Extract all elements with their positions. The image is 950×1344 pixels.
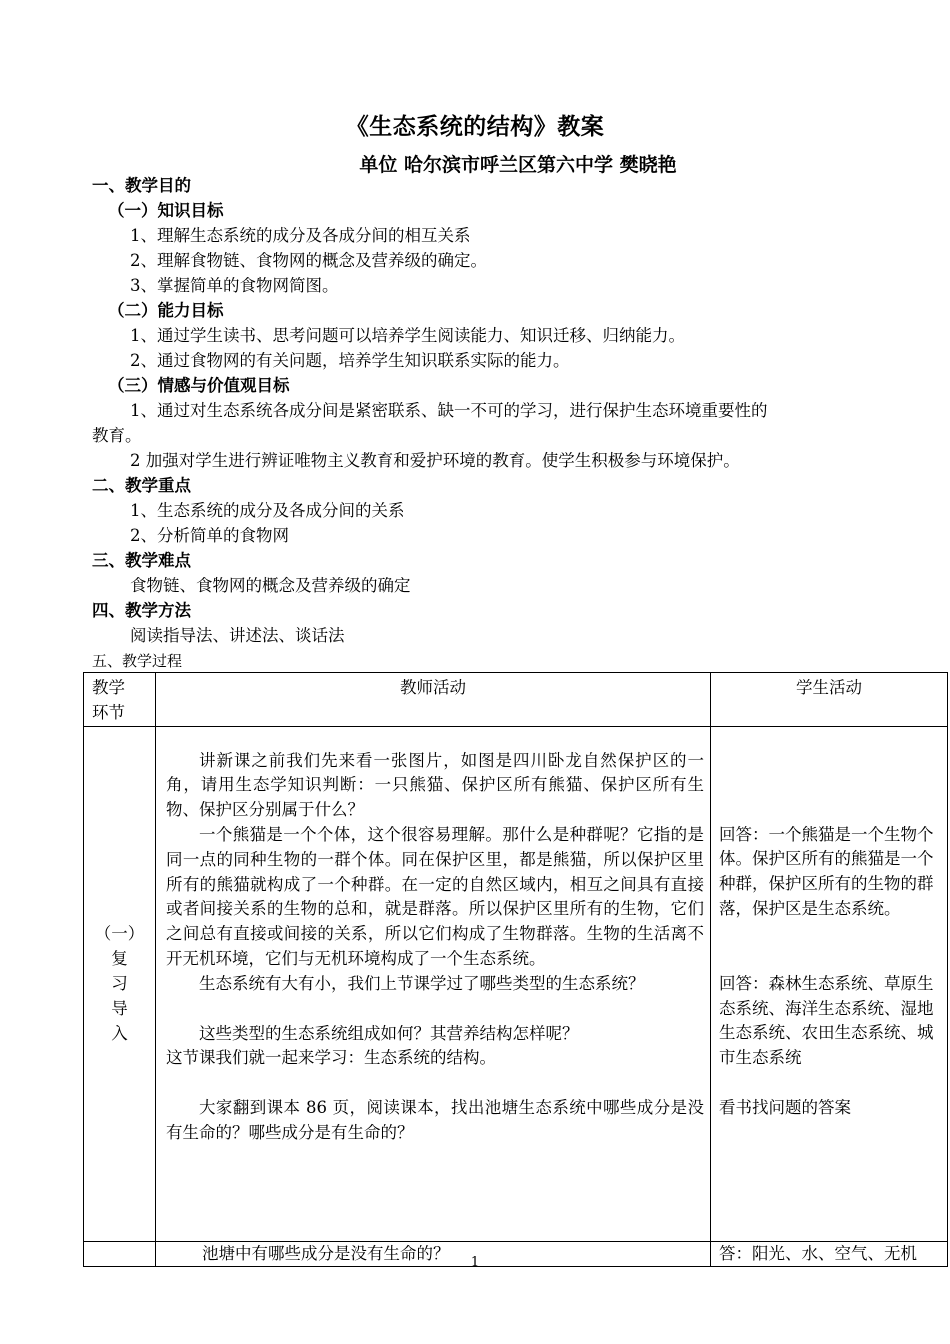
header-stage (84, 673, 156, 727)
teacher-paragraph: 大家翻到课本 86 页，阅读课本，找出池塘生态系统中哪些成分是没有生命的？哪些成分是有生命的？ (166, 1098, 704, 1142)
page-title: 《生态系统的结构》教案 (345, 113, 605, 140)
teacher-activity-cell (156, 726, 711, 1241)
values-item: 1、通过对生态系统各成分间是紧密联系、缺一不可的学习，进行保护生态环境重要性的 (130, 401, 768, 420)
values-item: 2 加强对学生进行辨证唯物主义教育和爱护环境的教育。使学生积极参与环境保护。 (130, 451, 740, 470)
subheading-ability: （二）能力目标 (108, 301, 224, 320)
section-heading-key-points: 二、教学重点 (92, 476, 191, 495)
header-teacher: 教师活动 (156, 673, 711, 727)
stage-text: 导 (111, 999, 128, 1019)
student-paragraph: 回答：一个熊猫是一个生物个体。保护区所有的熊猫是一个种群，保护区所有的生物的群落，保护区是生态系统。 (719, 824, 934, 918)
header-student: 学生活动 (711, 673, 948, 727)
section-heading-process: 五、教学过程 (92, 652, 183, 670)
subheading-knowledge: （一）知识目标 (108, 201, 224, 220)
section-heading-methods: 四、教学方法 (92, 601, 191, 620)
teacher-paragraph: 讲新课之前我们先来看一张图片，如图是四川卧龙自然保护区的一角，请用生态学知识判断：一只熊猫、保护区所有熊猫、保护区所有生物、保护区分别属于什么？ (166, 750, 704, 820)
values-item-continued: 教育。 (92, 426, 142, 445)
author-unit: 单位 哈尔滨市呼兰区第六中学 樊晓艳 (359, 154, 677, 176)
stage-cell (84, 726, 156, 1241)
header-stage-line: 环节 (92, 702, 125, 722)
header-stage-line: 教学 (92, 678, 125, 697)
ability-item: 2、通过食物网的有关问题，培养学生知识联系实际的能力。 (130, 351, 570, 370)
student-activity-cell: 答：阳光、水、空气、无机 (711, 1241, 948, 1267)
ability-item: 1、通过学生读书、思考问题可以培养学生阅读能力、知识迁移、归纳能力。 (130, 326, 685, 345)
teacher-paragraph: 这节课我们就一起来学习：生态系统的结构。 (166, 1048, 496, 1068)
student-paragraph: 看书找问题的答案 (719, 1097, 851, 1117)
page-number: 1 (470, 1255, 480, 1270)
key-point-item: 1、生态系统的成分及各成分间的关系 (130, 501, 405, 520)
table-row (84, 726, 948, 1241)
teacher-paragraph: 生态系统有大有小，我们上节课学过了哪些类型的生态系统？ (199, 973, 645, 993)
stage-text: 入 (111, 1024, 128, 1044)
subheading-values: （三）情感与价值观目标 (108, 376, 290, 395)
teaching-process-table (83, 672, 948, 1267)
knowledge-item: 2、理解食物链、食物网的概念及营养级的确定。 (130, 251, 487, 270)
table-header-row (84, 673, 948, 727)
teacher-paragraph: 这些类型的生态系统组成如何？其营养结构怎样呢？ (199, 1023, 579, 1043)
student-activity-cell (711, 726, 948, 1241)
stage-text: 复 (111, 949, 128, 969)
knowledge-item: 1、理解生态系统的成分及各成分间的相互关系 (130, 226, 471, 245)
stage-text: （一） (94, 924, 145, 944)
key-point-item: 2、分析简单的食物网 (130, 526, 289, 545)
section-heading-objectives: 一、教学目的 (92, 176, 191, 195)
section-heading-difficulties: 三、教学难点 (92, 551, 191, 570)
teacher-paragraph: 一个熊猫是一个个体，这个很容易理解。那什么是种群呢？它指的是同一点的同种生物的一群个体。同在保护区里，都是熊猫，所以保护区里所有的熊猫就构成了一个种群。在一定的自然区域内，相互之间具有直接或者间接关系的生物的总和，就是群落。所以保护区里所有的生物，它们之间总有直接或间接的关系，所以它们构成了生物群落。生物的生活离不开无机环境，它们与无机环境构成了一个生态系统。 (166, 824, 704, 968)
knowledge-item: 3、掌握简单的食物网简图。 (130, 276, 339, 295)
difficulty-item: 食物链、食物网的概念及营养级的确定 (130, 576, 411, 595)
student-paragraph: 回答：森林生态系统、草原生态系统、海洋生态系统、湿地生态系统、农田生态系统、城市生态系统 (719, 973, 934, 1068)
teacher-activity-cell: 池塘中有哪些成分是没有生命的？ (156, 1241, 711, 1267)
method-item: 阅读指导法、讲述法、谈话法 (130, 626, 345, 645)
stage-text: 习 (111, 974, 128, 994)
